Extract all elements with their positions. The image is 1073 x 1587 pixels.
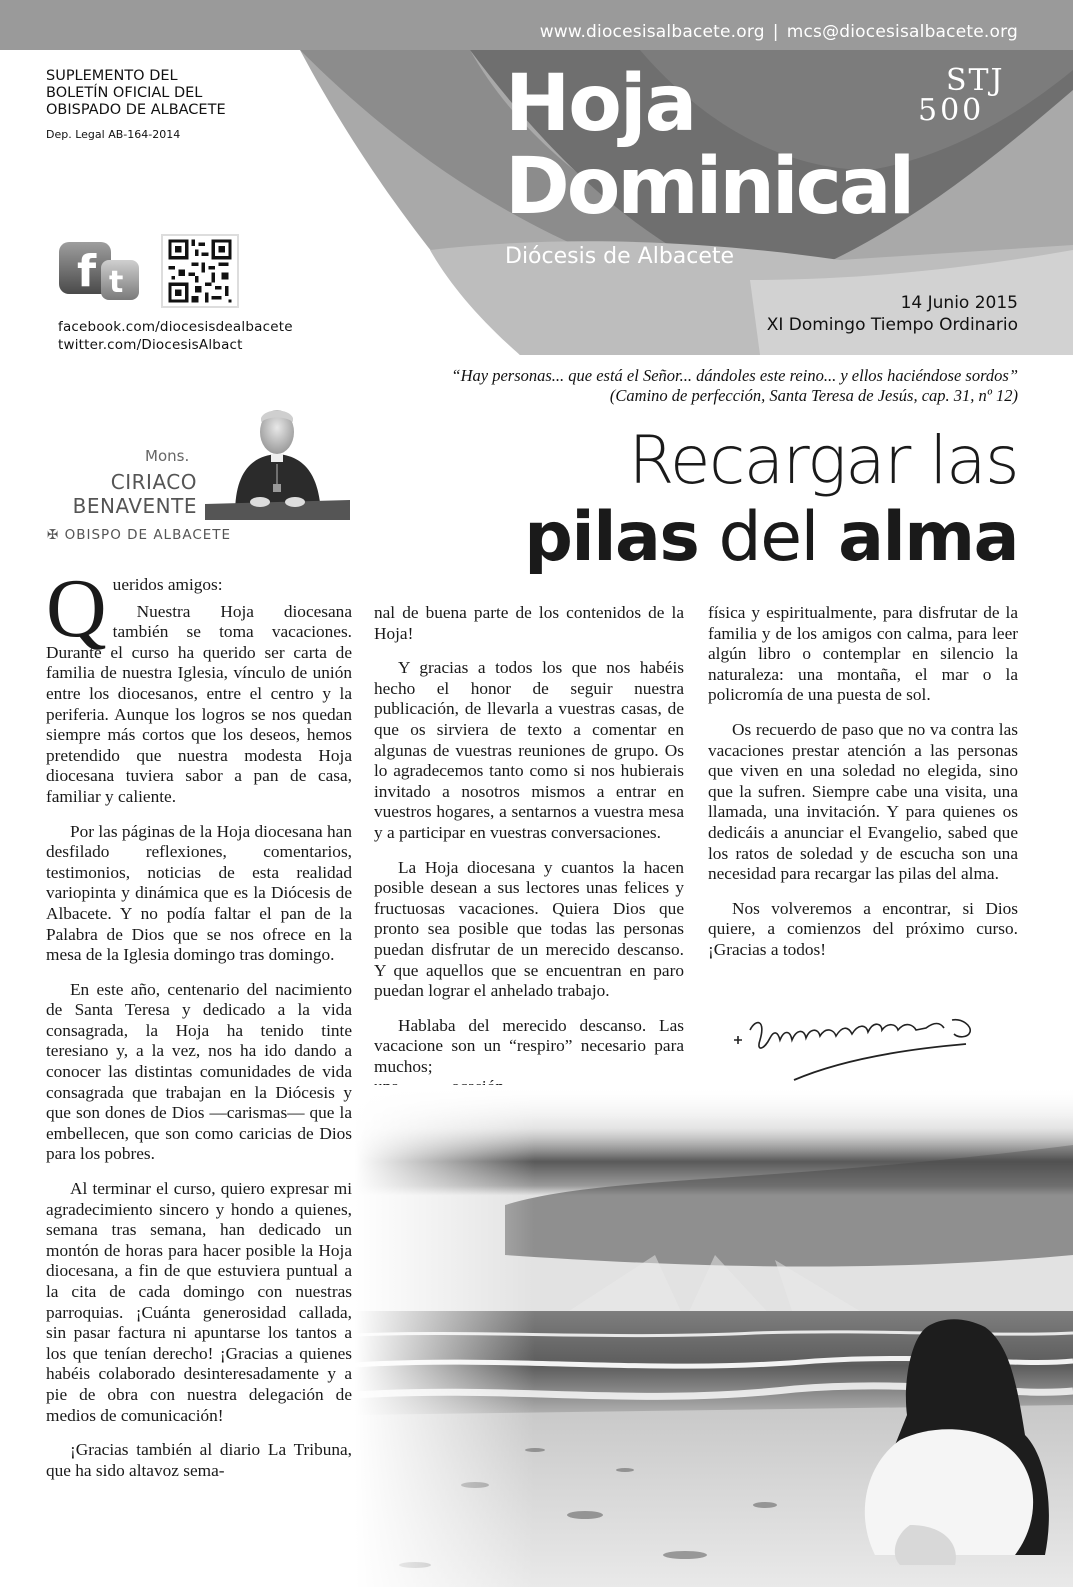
paragraph: Hablaba del merecido descanso. Las vacacione son un “respiro” necesario para muchos; bbox=[374, 1015, 684, 1076]
author-photo bbox=[205, 404, 350, 520]
masthead-title-line1: Hoja bbox=[505, 59, 696, 149]
paragraph: Os recuerdo de paso que no va contra las vacaciones prestar atención a las personas que viven en una soledad no elegida, sino que la sufren. Siempre cabe una visita, una llamada, una invitación. Y para quienes os dedicáis a anunciar el Evangelio, sabed que los ratos de soledad y de escucha son una necesidad para recargar las pilas del alma. bbox=[708, 719, 1018, 884]
dep-legal: Dep. Legal AB-164-2014 bbox=[46, 128, 181, 141]
author-prefix: Mons. bbox=[145, 447, 190, 465]
supplement-line: SUPLEMENTO DEL bbox=[46, 68, 178, 84]
author-signature bbox=[726, 1000, 996, 1095]
author-first-name: CIRIACO bbox=[110, 470, 197, 494]
article-column-3 bbox=[708, 603, 1018, 975]
epigraph bbox=[451, 366, 1018, 406]
author-last-name: BENAVENTE bbox=[72, 494, 197, 518]
paragraph: La Hoja diocesana y cuantos la hacen posible desean a sus lectores unas felices y fructuosas vacaciones. Quiera Dios que pronto sea posible que todas las personas puedan disfrutar de un merecido descanso. Y que aquellos que se encuentran en paro puedan lograr el anhelado trabajo. bbox=[374, 857, 684, 1001]
headline-word-del: del bbox=[718, 498, 818, 577]
liturgical-day: XI Domingo Tiempo Ordinario bbox=[766, 315, 1018, 335]
paragraph: ¡Gracias también al diario La Tribuna, que ha sido altavoz sema- bbox=[46, 1440, 352, 1480]
header-links bbox=[540, 22, 1018, 42]
supplement-line: OBISPADO DE ALBACETE bbox=[46, 102, 226, 118]
beach-photo bbox=[355, 1085, 1073, 1587]
issue-date: 14 Junio 2015 bbox=[900, 293, 1018, 313]
cross-icon: ✠ bbox=[47, 527, 60, 543]
stj-number: 500 bbox=[918, 93, 985, 128]
paragraph: Y gracias a todos los que nos habéis hecho el honor de seguir nuestra publicación, de llevarla a vuestras casas, de que os sirviera de texto a comentar en algunas de vuestras reuniones de grupo. Os lo agradecemos tanto como si nos hubierais invitado a nosotros mismos a entrar en vuestros hogares, a sentarnos a vuestra mesa y a participar en vuestras conversaciones. bbox=[374, 658, 684, 842]
facebook-twitter-icon[interactable] bbox=[57, 240, 141, 304]
supplement-info bbox=[46, 68, 226, 143]
svg-text:f: f bbox=[77, 246, 97, 297]
dropcap: Q bbox=[46, 562, 107, 655]
website-link[interactable]: www.diocesisalbacete.org bbox=[539, 22, 765, 42]
paragraph: Por las páginas de la Hoja diocesana han desfilado reflexiones, comentarios, testimonios, noticias de esta realidad variopinta y dinámica que es la Diócesis de Albacete. Y no podía faltar el pan de la Palabra de Dios que se nos ofrece en la mesa de la Iglesia domingo tras domingo. bbox=[46, 821, 352, 965]
issue-date-block bbox=[767, 292, 1018, 336]
paragraph: nal de buena parte de los contenidos de la Hoja! bbox=[374, 603, 684, 643]
greeting-text: ueridos amigos: bbox=[112, 575, 223, 594]
headline-word-pilas: pilas bbox=[524, 498, 699, 577]
qr-code-icon[interactable] bbox=[161, 234, 239, 308]
headline-word-alma: alma bbox=[838, 498, 1018, 577]
article-column-1 bbox=[46, 562, 352, 1495]
masthead-title-line2: Dominical bbox=[505, 142, 913, 232]
link-separator: | bbox=[772, 22, 779, 42]
supplement-line: BOLETÍN OFICIAL DEL bbox=[46, 85, 203, 101]
social-links bbox=[58, 318, 293, 354]
facebook-link[interactable]: facebook.com/diocesisdealbacete bbox=[58, 319, 293, 335]
author-role-text: OBISPO DE ALBACETE bbox=[64, 527, 232, 543]
paragraph: Nuestra Hoja diocesana también se toma vacaciones. Durante el curso ha querido ser carta de familia de nuestra Iglesia, vínculo de unión entre los diocesanos, entre el centro y la periferia. Aunque los logros se nos quedan siempre más cortos que los deseos, hemos pretendido que nuestra modesta Hoja diocesana tuviera sabor a pan de casa, familiar y caliente. bbox=[46, 601, 352, 806]
paragraph: En este año, centenario del nacimiento de Santa Teresa y dedicado a la vida consagrada, la Hoja ha tenido tinte teresiano y, a la vez, nos ha ido dando a conocer las distintas comunidades de vida consagrada que trabajan en la Diócesis y que son dones de Dios —carismas— que la embellecen, que son como caricias de Dios para los pobres. bbox=[46, 979, 352, 1164]
headline-line1: Recargar las bbox=[628, 422, 1018, 499]
greeting bbox=[46, 562, 352, 655]
stj-letters: STJ bbox=[946, 63, 1005, 98]
paragraph: Al terminar el curso, quiero expresar mi agradecimiento sincero y hondo a quienes, semana tras semana, han dedicado un montón de horas para hacer posible la Hoja diocesana, a fin de que estuviera puntual a la cita de cada domingo con nuestras parroquias. ¡Cuánta generosidad callada, sin pasar factura ni apuntarse los tantos a los que tenían derecho! ¡Gracias a quienes habéis colaborado desinteresadamente y a pie de obra con nuestra delegación de medios de comunicación! bbox=[46, 1179, 352, 1425]
paragraph: física y espiritualmente, para disfrutar de la familia y de los amigos con calma, para leer algún libro o contemplar en silencio la naturaleza: una montaña, el mar o la policromía de una puesta de sol. bbox=[708, 603, 1018, 705]
epigraph-text: “Hay personas... que está el Señor... dándoles este reino... y ellos haciéndose sordos” bbox=[451, 366, 1018, 385]
epigraph-source: (Camino de perfección, Santa Teresa de Jesús, cap. 31, nº 12) bbox=[609, 386, 1018, 405]
author-name bbox=[47, 470, 197, 518]
headline-line2 bbox=[524, 500, 1018, 576]
svg-text:t: t bbox=[109, 265, 124, 300]
twitter-link[interactable]: twitter.com/DiocesisAlbact bbox=[58, 337, 243, 353]
article-column-2 bbox=[374, 603, 684, 1139]
email-link[interactable]: mcs@diocesisalbacete.org bbox=[786, 22, 1018, 42]
masthead-subtitle: Diócesis de Albacete bbox=[505, 244, 735, 269]
author-role bbox=[47, 527, 231, 543]
paragraph: Nos volveremos a encontrar, si Dios quiere, a comienzos del próximo curso. ¡Gracias a todos! bbox=[708, 898, 1018, 959]
